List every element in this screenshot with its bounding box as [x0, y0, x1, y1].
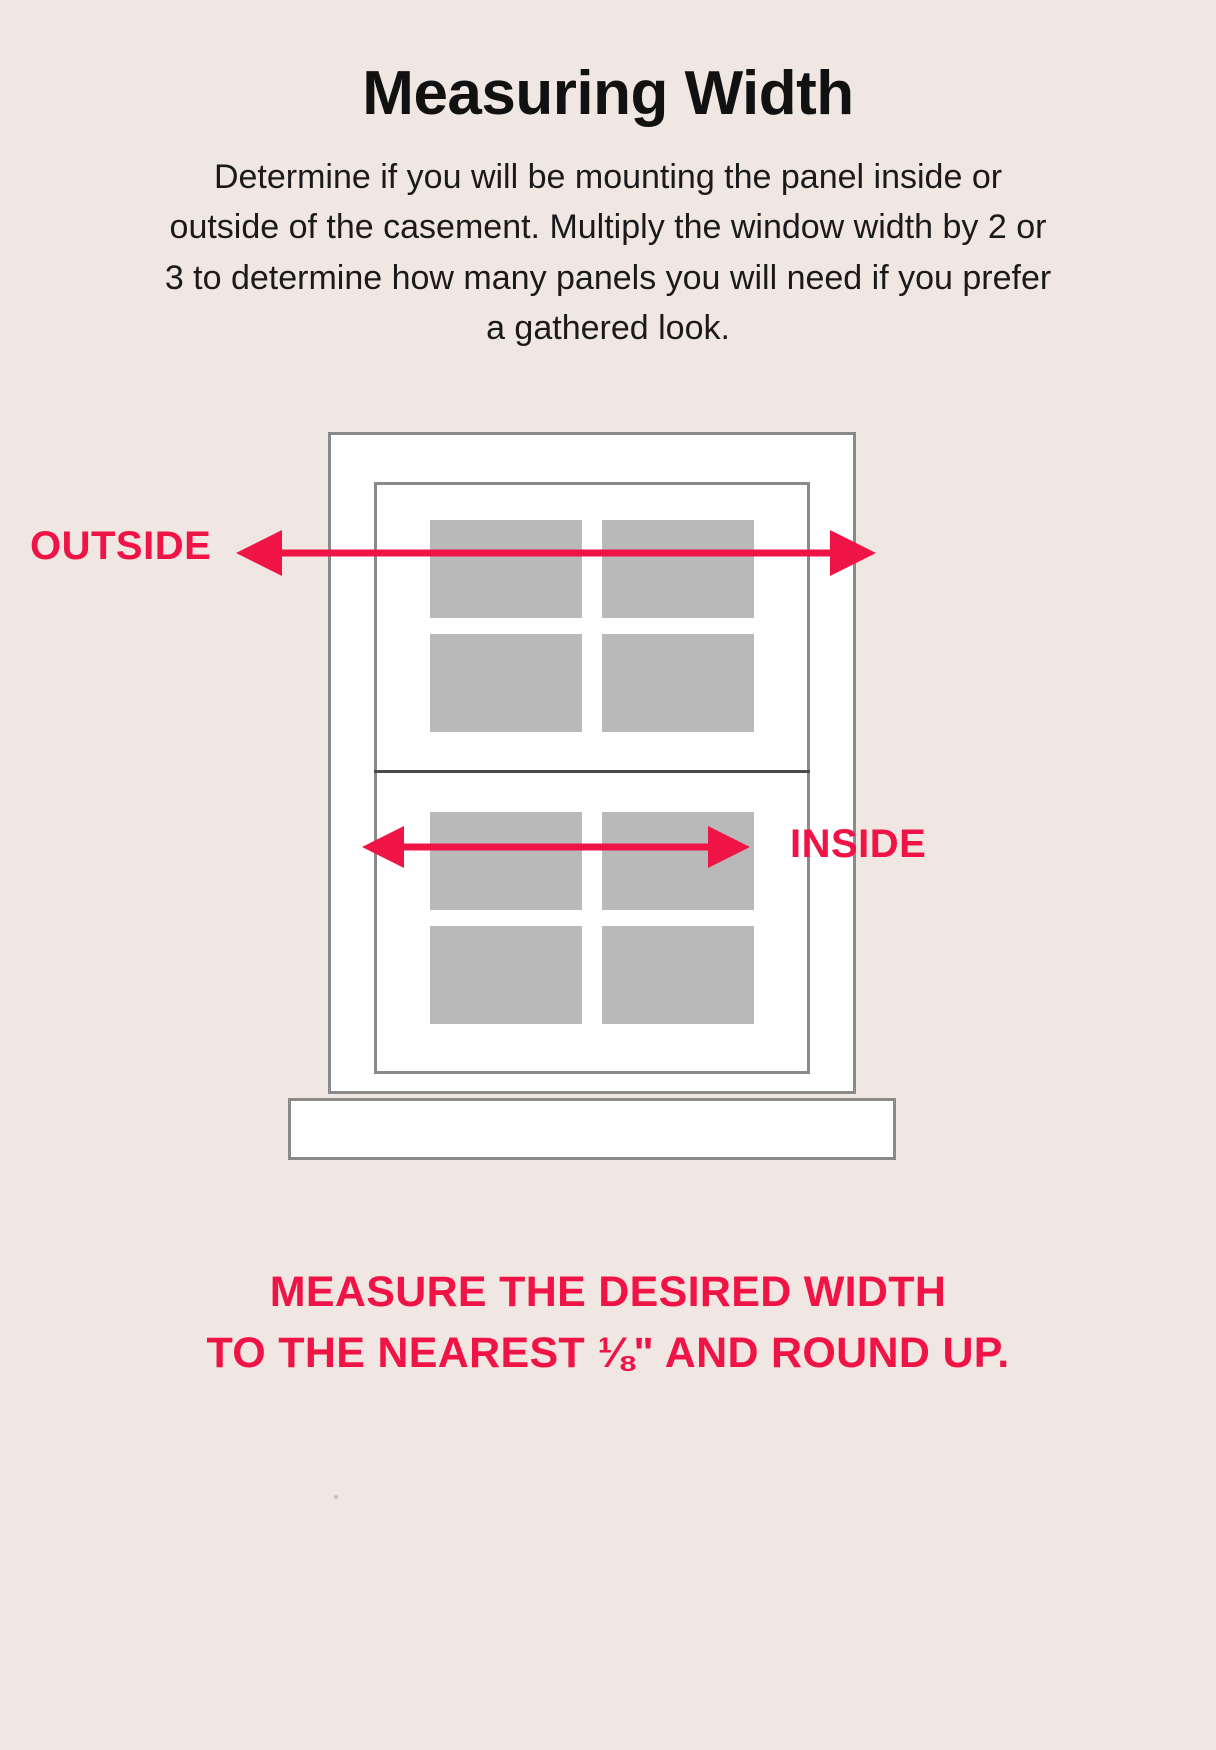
- window-pane: [602, 926, 754, 1024]
- footer-note: [78, 1262, 1138, 1384]
- footer-note-line-2: TO THE NEAREST ⅛" AND ROUND UP.: [206, 1329, 1010, 1378]
- lower-sash-panes: [430, 812, 754, 1024]
- footer-note-line-1: MEASURE THE DESIRED WIDTH: [269, 1268, 947, 1316]
- page-description: Determine if you will be mounting the panel inside or outside of the casement. Multiply the window width by 2 or 3 to determine how many panels you will need if you prefer a gathered look.: [164, 158, 1052, 347]
- window-pane: [430, 926, 582, 1024]
- inside-label: INSIDE: [790, 822, 927, 866]
- window-pane: [430, 520, 582, 618]
- decorative-dot: [334, 1495, 338, 1499]
- window-sash-rail: [374, 770, 810, 773]
- window-pane: [602, 634, 754, 732]
- window-sill: [288, 1098, 896, 1160]
- window-pane: [602, 520, 754, 618]
- page-title: Measuring Width: [362, 59, 854, 128]
- outside-label: OUTSIDE: [30, 524, 212, 568]
- window-pane: [430, 634, 582, 732]
- window-diagram: [288, 432, 928, 1172]
- window-pane: [430, 812, 582, 910]
- upper-sash-panes: [430, 520, 754, 732]
- window-pane: [602, 812, 754, 910]
